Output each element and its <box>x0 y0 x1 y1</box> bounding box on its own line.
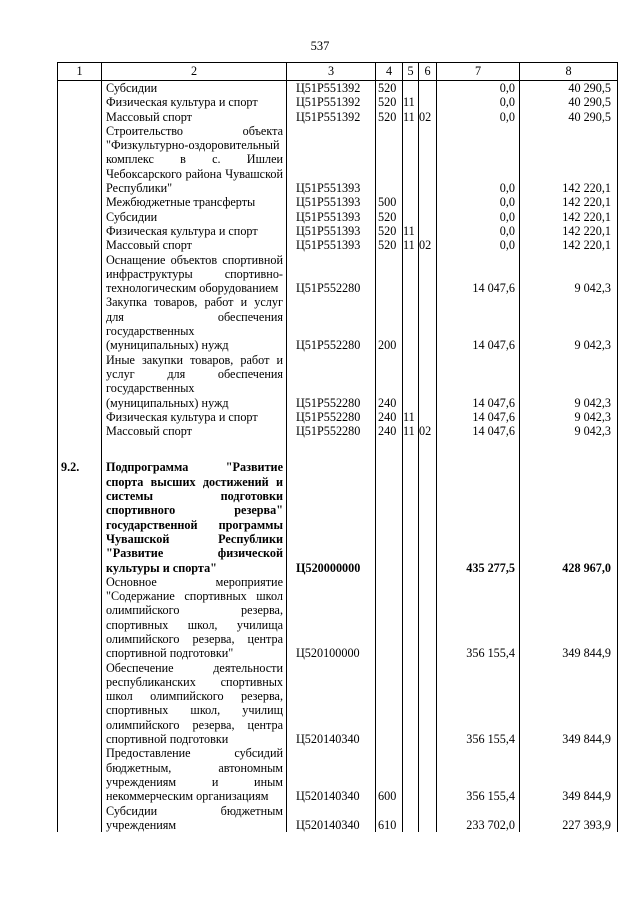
row-col6 <box>419 746 437 803</box>
table-row <box>58 575 618 661</box>
row-col6 <box>419 575 437 661</box>
row-col6 <box>419 195 437 209</box>
row-col7: 0,0 <box>437 110 520 124</box>
header-cell: 3 <box>287 63 376 81</box>
row-code: Ц51P551393 <box>287 238 376 252</box>
row-code: Ц51P551392 <box>287 110 376 124</box>
row-number <box>58 210 102 224</box>
row-col4 <box>376 661 403 747</box>
row-number <box>58 95 102 109</box>
table-row <box>58 410 618 424</box>
row-col7: 14 047,6 <box>437 295 520 352</box>
header-row <box>58 63 618 81</box>
row-code <box>287 438 376 460</box>
row-name <box>102 438 287 460</box>
table-row <box>58 195 618 209</box>
row-number <box>58 238 102 252</box>
row-code: Ц520140340 <box>287 746 376 803</box>
row-col7: 14 047,6 <box>437 410 520 424</box>
row-col7: 14 047,6 <box>437 353 520 410</box>
row-col8: 227 393,9 <box>520 804 618 833</box>
row-col5 <box>403 210 419 224</box>
row-col8: 349 844,9 <box>520 746 618 803</box>
row-col7: 14 047,6 <box>437 424 520 438</box>
header-cell: 7 <box>437 63 520 81</box>
row-col8: 9 042,3 <box>520 353 618 410</box>
row-col5: 11 <box>403 410 419 424</box>
row-code: Ц520100000 <box>287 575 376 661</box>
row-col8: 9 042,3 <box>520 424 618 438</box>
row-code: Ц51P551393 <box>287 195 376 209</box>
table-row <box>58 210 618 224</box>
row-code: Ц51P551393 <box>287 210 376 224</box>
row-name: Физическая культура и спорт <box>102 224 287 238</box>
row-col7: 356 155,4 <box>437 661 520 747</box>
row-col5 <box>403 746 419 803</box>
row-number <box>58 746 102 803</box>
row-col7: 0,0 <box>437 81 520 96</box>
row-col4: 240 <box>376 424 403 438</box>
row-col6 <box>419 253 437 296</box>
row-col4: 520 <box>376 224 403 238</box>
row-col7: 0,0 <box>437 210 520 224</box>
row-col8: 142 220,1 <box>520 238 618 252</box>
row-number <box>58 110 102 124</box>
row-number <box>58 195 102 209</box>
row-name: Массовый спорт <box>102 424 287 438</box>
header-cell: 6 <box>419 63 437 81</box>
row-col4: 520 <box>376 238 403 252</box>
row-col6 <box>419 661 437 747</box>
row-name: Субсидии бюджетным учреждениям <box>102 804 287 833</box>
row-name: Строительство объекта "Физкультурно-оздоровительный комплекс в с. Ишлеи Чебоксарского района Чувашской Республики" <box>102 124 287 195</box>
row-col4 <box>376 124 403 195</box>
row-name: Физическая культура и спорт <box>102 410 287 424</box>
row-col7: 233 702,0 <box>437 804 520 833</box>
row-code: Ц51P552280 <box>287 353 376 410</box>
row-code: Ц51P551393 <box>287 224 376 238</box>
row-name: Физическая культура и спорт <box>102 95 287 109</box>
row-name: Основное мероприятие "Содержание спортивных школ олимпийского резерва, спортивных школ, училища олимпийского резерва, центра спортивной подготовки" <box>102 575 287 661</box>
row-number <box>58 81 102 96</box>
row-col8: 9 042,3 <box>520 295 618 352</box>
row-col7: 0,0 <box>437 195 520 209</box>
row-name: Оснащение объектов спортивной инфраструктуры спортивно-технологическим оборудованием <box>102 253 287 296</box>
table-row <box>58 661 618 747</box>
row-col8: 142 220,1 <box>520 124 618 195</box>
budget-table <box>57 62 618 832</box>
row-col5 <box>403 124 419 195</box>
table-row <box>58 110 618 124</box>
row-col7: 0,0 <box>437 124 520 195</box>
row-col6: 02 <box>419 238 437 252</box>
row-col6 <box>419 95 437 109</box>
row-code: Ц51P551392 <box>287 95 376 109</box>
row-col7: 0,0 <box>437 95 520 109</box>
row-col4: 600 <box>376 746 403 803</box>
row-col5 <box>403 195 419 209</box>
row-col4: 240 <box>376 410 403 424</box>
row-name: Межбюджетные трансферты <box>102 195 287 209</box>
row-col4: 500 <box>376 195 403 209</box>
row-col8: 428 967,0 <box>520 460 618 574</box>
row-name: Предоставление субсидий бюджетным, автономным учреждениям и иным некоммерческим организациям <box>102 746 287 803</box>
row-number <box>58 804 102 833</box>
row-number <box>58 424 102 438</box>
row-code: Ц51P552280 <box>287 424 376 438</box>
row-col6 <box>419 353 437 410</box>
row-col7: 14 047,6 <box>437 253 520 296</box>
row-name: Массовый спорт <box>102 238 287 252</box>
table-row <box>58 238 618 252</box>
row-col8: 142 220,1 <box>520 210 618 224</box>
row-number <box>58 253 102 296</box>
row-col6 <box>419 210 437 224</box>
row-col8: 9 042,3 <box>520 410 618 424</box>
row-number <box>58 661 102 747</box>
row-col5 <box>403 353 419 410</box>
table-row <box>58 746 618 803</box>
row-col5: 11 <box>403 110 419 124</box>
header-cell: 4 <box>376 63 403 81</box>
row-name: Субсидии <box>102 210 287 224</box>
row-col4: 520 <box>376 81 403 96</box>
row-col8 <box>520 438 618 460</box>
row-col8: 142 220,1 <box>520 224 618 238</box>
row-col6 <box>419 295 437 352</box>
row-col7: 356 155,4 <box>437 575 520 661</box>
table-row <box>58 438 618 460</box>
table-row <box>58 224 618 238</box>
row-col6 <box>419 224 437 238</box>
row-name: Закупка товаров, работ и услуг для обеспечения государственных (муниципальных) нужд <box>102 295 287 352</box>
row-col7: 0,0 <box>437 224 520 238</box>
row-name: Массовый спорт <box>102 110 287 124</box>
row-number <box>58 224 102 238</box>
row-code: Ц51P552280 <box>287 410 376 424</box>
row-col6 <box>419 124 437 195</box>
row-name: Обеспечение деятельности республиканских спортивных школ олимпийского резерва, спортивных школ, училищ олимпийского резерва, центра спортивной подготовки <box>102 661 287 747</box>
row-col4 <box>376 575 403 661</box>
row-col5: 11 <box>403 238 419 252</box>
row-col5 <box>403 253 419 296</box>
row-col4: 200 <box>376 295 403 352</box>
row-code: Ц520140340 <box>287 804 376 833</box>
row-col7: 356 155,4 <box>437 746 520 803</box>
page-number: 537 <box>310 39 330 53</box>
row-code: Ц520140340 <box>287 661 376 747</box>
table-row <box>58 95 618 109</box>
table-row <box>58 124 618 195</box>
table-row <box>58 253 618 296</box>
row-col6: 02 <box>419 110 437 124</box>
row-col6 <box>419 438 437 460</box>
row-col7 <box>437 438 520 460</box>
row-col4: 610 <box>376 804 403 833</box>
row-code: Ц51P552280 <box>287 253 376 296</box>
row-col7: 435 277,5 <box>437 460 520 574</box>
row-col4: 520 <box>376 110 403 124</box>
row-col6 <box>419 410 437 424</box>
row-name: Иные закупки товаров, работ и услуг для обеспечения государственных (муниципальных) нужд <box>102 353 287 410</box>
row-col8: 40 290,5 <box>520 81 618 96</box>
table-row <box>58 295 618 352</box>
table-row <box>58 424 618 438</box>
row-col8: 349 844,9 <box>520 575 618 661</box>
table-row <box>58 804 618 833</box>
row-col8: 40 290,5 <box>520 110 618 124</box>
row-col8: 142 220,1 <box>520 195 618 209</box>
row-col7: 0,0 <box>437 238 520 252</box>
row-col6 <box>419 460 437 574</box>
row-col5: 11 <box>403 224 419 238</box>
row-col5 <box>403 81 419 96</box>
row-col6: 02 <box>419 424 437 438</box>
table-row <box>58 353 618 410</box>
row-col4 <box>376 460 403 574</box>
table-row <box>58 460 618 574</box>
header-cell: 5 <box>403 63 419 81</box>
row-col4 <box>376 253 403 296</box>
row-code: Ц51P552280 <box>287 295 376 352</box>
row-code: Ц51P551393 <box>287 124 376 195</box>
row-col6 <box>419 81 437 96</box>
row-col5: 11 <box>403 95 419 109</box>
row-col8: 9 042,3 <box>520 253 618 296</box>
row-number <box>58 575 102 661</box>
row-number <box>58 438 102 460</box>
row-col5 <box>403 804 419 833</box>
row-number <box>58 124 102 195</box>
row-number <box>58 410 102 424</box>
row-col5 <box>403 460 419 574</box>
row-code: Ц51P551392 <box>287 81 376 96</box>
table-row <box>58 81 618 96</box>
row-name: Субсидии <box>102 81 287 96</box>
row-number: 9.2. <box>58 460 102 574</box>
row-name: Подпрограмма "Развитие спорта высших достижений и системы подготовки спортивного резерва" государственной программы Чувашской Республики "Развитие физической культуры и спорта" <box>102 460 287 574</box>
row-col4: 520 <box>376 95 403 109</box>
header-cell: 2 <box>102 63 287 81</box>
row-col4: 520 <box>376 210 403 224</box>
row-code: Ц520000000 <box>287 460 376 574</box>
row-col5: 11 <box>403 424 419 438</box>
row-col4: 240 <box>376 353 403 410</box>
row-col6 <box>419 804 437 833</box>
row-col5 <box>403 575 419 661</box>
row-number <box>58 295 102 352</box>
header-cell: 1 <box>58 63 102 81</box>
row-col8: 349 844,9 <box>520 661 618 747</box>
header-cell: 8 <box>520 63 618 81</box>
row-col4 <box>376 438 403 460</box>
row-col8: 40 290,5 <box>520 95 618 109</box>
row-number <box>58 353 102 410</box>
row-col5 <box>403 661 419 747</box>
row-col5 <box>403 295 419 352</box>
row-col5 <box>403 438 419 460</box>
